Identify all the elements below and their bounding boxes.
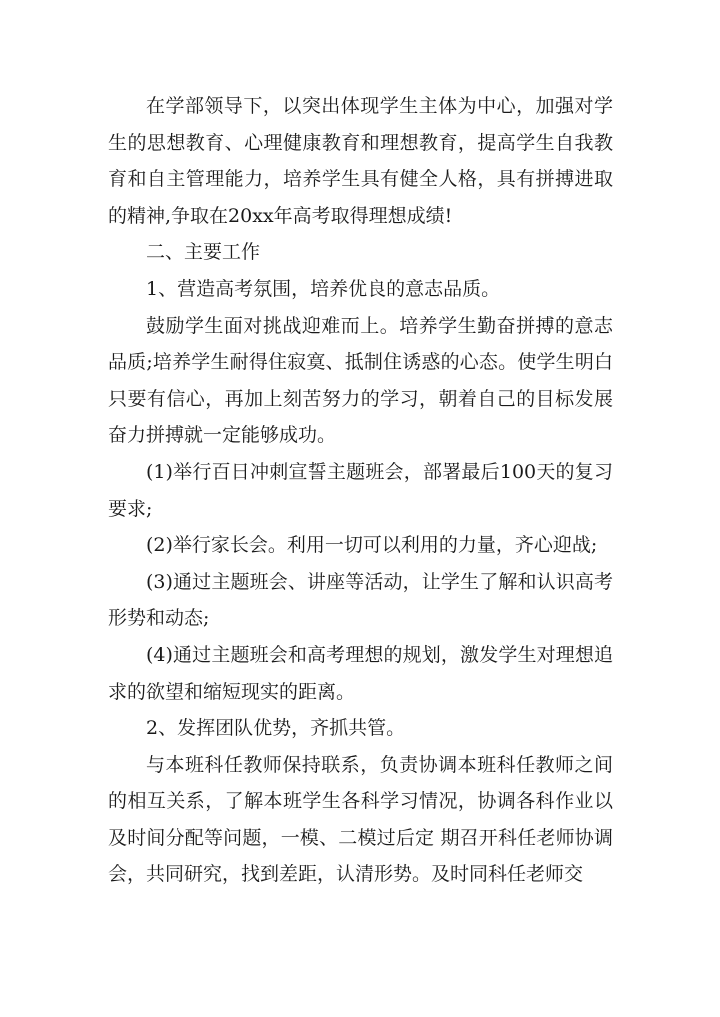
paragraph-encourage: 鼓励学生面对挑战迎难而上。培养学生勤奋拼搏的意志品质;培养学生耐得住寂寞、抵制住诱惑的心态。使学生明白只要有信心，再加上刻苦努力的学习，朝着自己的目标发展奋力拼搏就一定能够成功。 xyxy=(108,314,613,447)
list-item-2: (2)举行家长会。利用一切可以利用的力量，齐心迎战; xyxy=(146,534,598,557)
document-page xyxy=(108,88,613,893)
list-item-1: (1)举行百日冲刺宣誓主题班会，部署最后100天的复习要求; xyxy=(108,460,613,520)
list-item-4: (4)通过主题班会和高考理想的规划，激发学生对理想追求的欲望和缩短现实的距离。 xyxy=(108,643,613,703)
paragraph-teachers: 与本班科任教师保持联系，负责协调本班科任教师之间的相互关系，了解本班学生各科学习情况，协调各科作业以及时间分配等问题，一模、二模过后定 期召开科任老师协调会，共同研究，找到差距，认清形势。及时同科任老师交 xyxy=(108,753,613,886)
list-item-3: (3)通过主题班会、讲座等活动，让学生了解和认识高考形势和动态; xyxy=(108,570,613,630)
subheading-atmosphere: 1、营造高考氛围，培养优良的意志品质。 xyxy=(146,277,501,300)
heading-main-work: 二、主要工作 xyxy=(146,241,261,264)
paragraph-intro: 在学部领导下，以突出体现学生主体为中心，加强对学生的思想教育、心理健康教育和理想教育，提高学生自我教育和自主管理能力，培养学生具有健全人格，具有拼搏进取的精神,争取在20xx年高考取得理想成绩! xyxy=(108,95,613,227)
subheading-teamwork: 2、发挥团队优势，齐抓共管。 xyxy=(146,717,406,740)
